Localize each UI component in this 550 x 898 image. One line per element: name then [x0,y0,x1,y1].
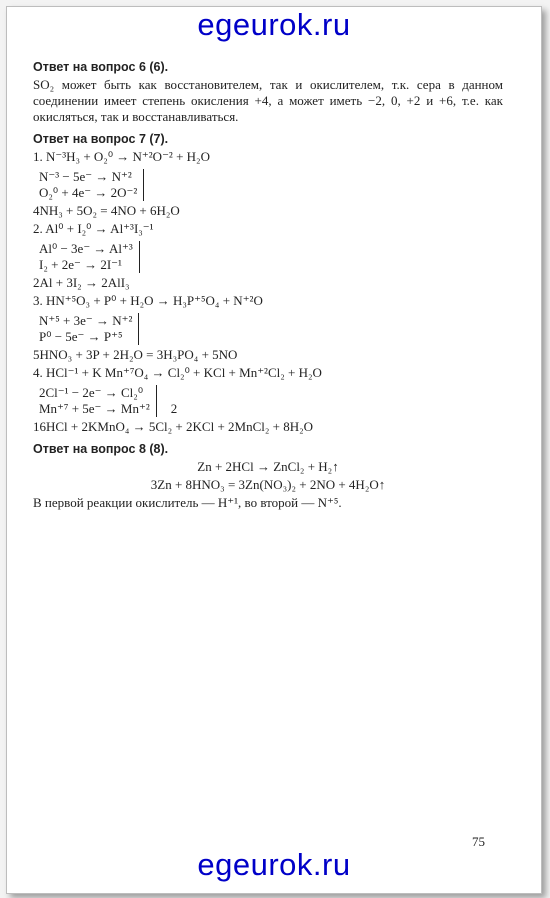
q7-r3-scheme: 3. HN⁺⁵O₃ + P⁰ + H₂O → H₃P⁺⁵O₄ + N⁺²O [33,293,263,308]
q7-r4-half-2: Mn⁺⁷ + 5e⁻ → Mn⁺² [39,401,150,416]
q7-r3-half-1: N⁺⁵ + 3e⁻ → N⁺² [39,313,133,328]
q7-r4-scheme: 4. HCl⁻¹ + K Mn⁺⁷O₄ → Cl₂⁰ + KCl + Mn⁺²Cl₂ + H₂O [33,365,322,380]
q7-r1-half-reactions [39,169,503,201]
q7-r1-scheme: 1. N⁻³H₃ + O₂⁰ → N⁺²O⁻² + H₂O [33,149,210,164]
q8-text: В первой реакции окислитель — H⁺¹, во второй — N⁺⁵. [33,495,342,510]
q7-r4-final: 16HCl + 2KMnO₄ → 5Cl₂ + 2KCl + 2MnCl₂ + 8H₂O [33,419,314,434]
q7-heading: Ответ на вопрос 7 (7). [33,132,169,146]
balance-bar [139,241,150,273]
q8-eq1: Zn + 2HCl → ZnCl₂ + H₂↑ [197,459,339,474]
q7-r1-final: 4NH₃ + 5O₂ = 4NO + 6H₂O [33,203,180,218]
page-content [33,53,503,511]
q7-r1-half-1: N⁻³ − 5e⁻ → N⁺² [39,169,132,184]
q6-heading: Ответ на вопрос 6 (6). [33,60,169,74]
page-number: 75 [472,834,485,849]
watermark-bottom: egeurok.ru [197,847,351,882]
q7-r3-half-reactions [39,313,503,345]
q7-r1-half-2: O₂⁰ + 4e⁻ → 2O⁻² [39,185,138,200]
q7-r3-final: 5HNO₃ + 3P + 2H₂O = 3H₃PO₄ + 5NO [33,347,238,362]
balance-bar [138,313,149,345]
q7-r2-half-2: I₂ + 2e⁻ → 2I⁻¹ [39,257,122,272]
q8-heading: Ответ на вопрос 8 (8). [33,442,169,456]
q7-r2-half-1: Al⁰ − 3e⁻ → Al⁺³ [39,241,133,256]
q8-eq2: 3Zn + 8HNO₃ = 3Zn(NO₃)₂ + 2NO + 4H₂O↑ [150,477,386,492]
q7-r2-scheme: 2. Al⁰ + I₂⁰ → Al⁺³I₃⁻¹ [33,221,154,236]
q7-r4-coef: 2 [170,401,178,416]
q6-text: SO₂ может быть как восстановителем, так и окислителем, т.к. сера в данном соединении имеет степень окисления +4, а может иметь −2, 0, +2 и +6, т.е. как окисляться, так и восстанавливаться. [33,77,503,124]
textbook-page [6,6,542,894]
q7-r3-half-2: P⁰ − 5e⁻ → P⁺⁵ [39,329,123,344]
q7-r4-half-1: 2Cl⁻¹ − 2e⁻ → Cl₂⁰ [39,385,144,400]
q7-r2-half-reactions [39,241,503,273]
q7-r2-final: 2Al + 3I₂ → 2AlI₃ [33,275,130,290]
q7-r4-half-reactions [39,385,503,417]
watermark-top: egeurok.ru [197,7,351,42]
balance-bar [156,385,167,417]
balance-bar [143,169,154,201]
